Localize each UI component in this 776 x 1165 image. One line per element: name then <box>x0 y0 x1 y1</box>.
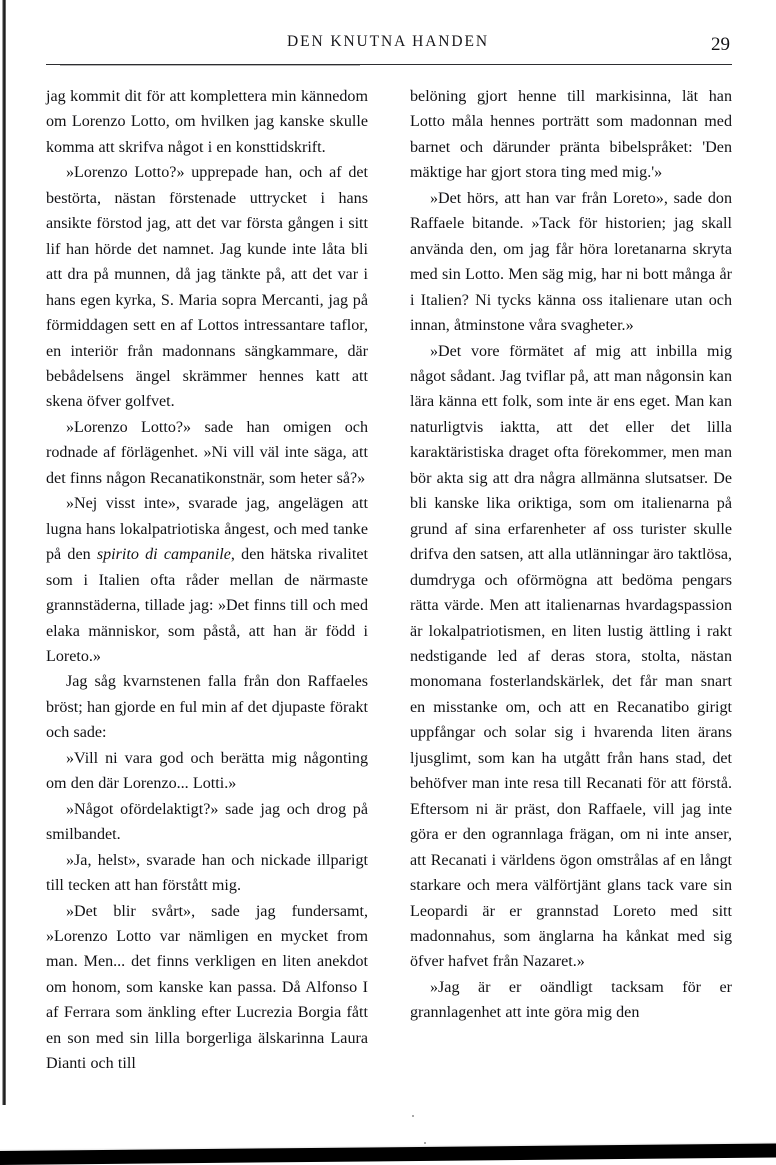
paragraph-text-before-italic: »Nej visst inte», svarade jag, angelägen att lugna hans lokalpatriotiska ångest, och med tanke på den <box>46 495 368 564</box>
page-number: 29 <box>711 34 730 55</box>
running-head-title: DEN KNUTNA HANDEN <box>287 33 489 50</box>
left-column <box>46 84 368 1077</box>
paragraph: »Det vore förmätet af mig att inbilla mig något sådant. Jag tviflar på, att man någonsin kan lära känna ett folk, som inte är ens eget. Man kan naturligtvis iaktta, att det eller det lilla karaktäristiska draget ofta förekommer, men man bör akta sig att dra några allmänna slutsatser. De bli kanske lika oriktiga, som om italienarna på grund af sina erfarenheter af oss turister skulle drifva den satsen, att alla utlänningar äro taktlösa, dumdryga och oförmögna att bedöma pengars rätta värde. Men att italienarnas hvardagspassion är lokalpatriotismen, en liten lustig ättling i rakt nedstigande led af deras stora, stolta, nästan monomana fosterlandskärlek, det får man snart en misstanke om, och att en Recanatibo girigt uppfångar och solar sig i hvarenda liten ärans ljusglimt, som kan ha utgått från hans stad, det behöfver man inte resa till Recanati för att förstå. Eftersom ni är präst, don Raffaele, vill jag inte göra er den ogrannlaga frägan, om ni inte anser, att Recanati i världens ögon omstrålas af en långt starkare och mera välförtjänt glans tack vare sin Leopardi är er grannstad Loreto med sitt madonnahus, som änglarna ha kånkat med sig öfver hafvet från Nazaret.» <box>410 342 732 971</box>
scan-edge-left <box>2 0 6 1105</box>
paragraph: »Det hörs, att han var från Loreto», sade don Raffaele bitande. »Tack för historien; jag skall använda den, om jag får höra loretanarna skryta med sin Lotto. Men säg mig, har ni bott många år i Italien? Ni tycks känna oss italienare utan och innan, åtminstone våra svagheter.» <box>410 189 732 335</box>
header-divider-smudge <box>60 65 360 66</box>
paragraph: »Något ofördelaktigt?» sade jag och drog på smilbandet. <box>46 800 368 844</box>
paragraph: »Lorenzo Lotto?» sade han omigen och rodnade af förlägenhet. »Ni vill väl inte säga, att det finns någon Recanatikonstnär, som heter så?» <box>46 418 368 487</box>
paragraph: belöning gjort henne till markisinna, lät han Lotto måla hennes porträtt som madonnan med barnet och därunder pränta bibelspråket: 'Den mäktige har gjort stora ting med mig.'» <box>410 88 732 182</box>
paragraph: »Jag är er oändligt tacksam för er grannlagenhet att inte göra mig den <box>410 978 732 1022</box>
two-column-text-body <box>46 84 732 1077</box>
paragraph: »Vill ni vara god och berätta mig någonting om den där Lorenzo... Lotti.» <box>46 749 368 793</box>
scan-speck <box>412 1115 414 1117</box>
paragraph: »Ja, helst», svarade han och nickade illparigt till tecken att han förstått mig. <box>46 851 368 895</box>
italic-phrase: spirito di campanile <box>96 546 231 564</box>
running-head <box>46 33 730 63</box>
paragraph-text-after-italic: , den hätska rivalitet som i Italien ofta råder mellan de närmaste grannstäderna, tillade jag: »Det finns till och med elaka människor, som påstå, att han är född i Loreto.» <box>46 546 368 665</box>
paragraph: jag kommit dit för att komplettera min kännedom om Lorenzo Lotto, om hvilken jag kanske skulle komma att skrifva något i en konsttidskrift. <box>46 88 368 156</box>
paragraph: Jag såg kvarnstenen falla från don Raffaeles bröst; han gjorde en ful min af det djupaste förakt och sade: <box>46 673 368 742</box>
scan-speck <box>424 1142 426 1144</box>
scan-edge-bottom <box>0 1144 776 1165</box>
paragraph: »Det blir svårt», sade jag fundersamt, »Lorenzo Lotto var nämligen en mycket from man. Men... det finns verkligen en liten anekdot om honom, som kanske kan passa. Då Alfonso I af Ferrara som änkling efter Lucrezia Borgia fått en son med sin lilla borgerliga älskarinna Laura Dianti och till <box>46 902 368 1073</box>
paragraph-with-italic-phrase <box>46 491 368 669</box>
paragraph: »Lorenzo Lotto?» upprepade han, och af det bestörta, nästan förstenade uttrycket i hans ansikte förstod jag, att det var första gången i sitt lif han hörde det namnet. Jag kunde inte låta bli att dra på munnen, då jag tänkte på, att det var i hans egen kyrka, S. Maria sopra Mercanti, jag på förmiddagen sett en af Lottos intressantare taflor, en interiör från madonnans sängkammare, där bebådelsens ängel skrämmer hennes katt att skena öfver golfvet. <box>46 164 368 411</box>
right-column <box>410 84 732 1077</box>
